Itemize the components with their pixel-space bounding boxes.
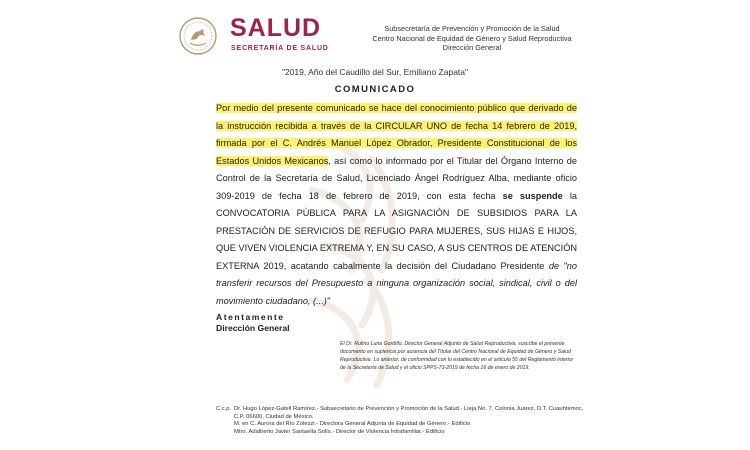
dept-line: Dirección General	[442, 43, 502, 53]
cc-row	[216, 406, 586, 421]
president-quote: de "no transferir recursos del Presupuesto a ninguna organización social, sindical, civil o del movimiento ciudadano, (...)"	[216, 260, 577, 306]
carbon-copy-block	[216, 406, 586, 436]
cc-line: M. en C. Aurora del Río Zolezzi.- Directora General Adjunta de Equidad de Género.- Edificio	[234, 421, 471, 428]
body-paragraph	[216, 100, 577, 310]
body-text-segment: , así como lo informado por el Titular del Órgano Interno de Control de la Secretaría de Salud, Licenciado Ángel Rodríguez Alba, mediante oficio 309-2019 de fecha 18 de febrero de 2019, con esta fecha	[216, 155, 577, 201]
cc-label: C.c.p.	[216, 406, 232, 412]
dept-line: Centro Nacional de Equidad de Género y Salud Reproductiva	[372, 33, 572, 43]
highlighted-text: Por medio del presente comunicado se hace del conocimiento público que derivado de la instrucción recibida a través de la CIRCULAR UNO de fecha 14 febrero de 2019, firmada por el C. Andrés Manuel López Obrador, Presidente Constitucional de los Estados Unidos Mexicanos	[216, 103, 577, 166]
body-text-segment: la CONVOCATORIA PÚBLICA PARA LA ASIGNACIÓN DE SUBSIDIOS PARA LA PRESTACIÓN DE SERVICIOS DE REFUGIO PARA MUJERES, SUS HIJAS E HIJOS, QUE VIVEN VIOLENCIA EXTREMA Y, EN SU CASO, A SUS CENTROS DE ATENCIÓN EXTERNA 2019, acatando cabalmente la decisión del Ciudadano Presidente	[216, 190, 577, 271]
department-block	[352, 24, 592, 53]
signature-office: Dirección General	[216, 323, 290, 333]
brand-subtitle: SECRETARÍA DE SALUD	[231, 45, 329, 52]
suspend-emphasis: se suspende	[502, 190, 563, 201]
substitution-note: El Dr. Rufino Luna Gordillo, Director General Adjunto de Salud Reproductiva, suscribe el presente documento en suplencia por ausencia del Titular del Centro Nacional de Equidad de Género y Salud Reproductiva. Lo anterior, de conformidad con lo establecido en el artículo 55 del Reglamento Interior de la Secretaría de Salud y el oficio SPPS-73-2019 de fecha 16 de enero de 2019.	[340, 341, 574, 372]
letterhead	[150, 8, 600, 60]
signature-closing: Atentamente	[216, 312, 285, 322]
mexico-seal-icon	[178, 16, 218, 56]
cc-row	[216, 429, 586, 437]
cc-row	[216, 421, 586, 429]
document-title: COMUNICADO	[334, 84, 416, 95]
year-motto: "2019, Año del Caudillo del Sur, Emiliano Zapata"	[281, 67, 469, 77]
document-page	[150, 0, 600, 450]
dept-line: Subsecretaría de Prevención y Promoción de la Salud	[384, 24, 560, 33]
brand-name: SALUD	[230, 14, 322, 42]
cc-line: Dr. Hugo López-Gatell Ramírez.- Subsecretario de Prevención y Promoción de la Salud.- Lieja No. 7, Colonia Juárez, D.T. Cuauhtémoc, C.P. 06600, Ciudad de México.	[234, 406, 584, 420]
cc-line: Mtro. Adalberto Javier Santaella Solís.- Director de Violencia Intrafamiliar.- Edificio	[234, 428, 445, 435]
